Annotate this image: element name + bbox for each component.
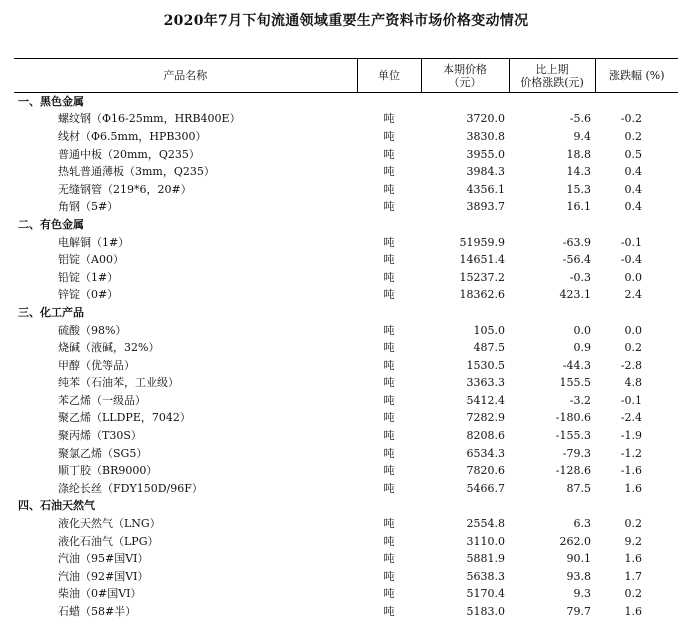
price-change-cell: -0.3 [569,270,591,284]
product-name-cell: 烧碱（液碱，32%） [58,341,160,355]
product-name-cell: 角钢（5#） [58,200,119,214]
price-change-cell: -128.6 [555,464,591,478]
unit-cell: 吨 [383,429,395,443]
table-row [14,603,678,621]
unit-cell: 吨 [383,569,395,583]
section-title: 二、有色金属 [18,217,84,231]
price-change-cell: 9.4 [573,129,591,143]
unit-cell: 吨 [383,587,395,601]
table-row [14,128,678,146]
change-percent-cell: -2.8 [620,358,642,372]
header-unit: 单位 [357,59,421,93]
change-percent-cell: 0.2 [624,517,642,531]
change-percent-cell: 4.8 [624,376,642,390]
product-name-cell: 电解铜（1#） [58,235,130,249]
unit-cell: 吨 [383,147,395,161]
price-change-cell: 155.5 [559,376,591,390]
unit-cell: 吨 [383,182,395,196]
change-percent-cell: 0.0 [624,323,642,337]
price-cell: 2554.8 [466,517,505,531]
table-row [14,268,678,286]
unit-cell: 吨 [383,393,395,407]
price-change-cell: -155.3 [555,429,591,443]
price-change-cell: 90.1 [566,552,591,566]
product-name-cell: 聚乙烯（LLDPE，7042） [58,411,191,425]
unit-cell: 吨 [383,341,395,355]
product-name-cell: 铝锭（A00） [58,253,124,267]
table-row [14,550,678,568]
product-name-cell: 纯苯（石油苯，工业级） [58,376,179,390]
product-name-cell: 液化天然气（LNG） [58,517,161,531]
price-change-cell: 0.9 [573,341,591,355]
product-name-cell: 汽油（95#国VI） [58,552,149,566]
table-row [14,480,678,498]
table-row [14,339,678,357]
table-row [14,374,678,392]
price-change-cell: -3.2 [569,393,591,407]
price-cell: 3830.8 [466,129,505,143]
table-body [14,93,678,621]
change-percent-cell: -1.6 [620,464,642,478]
section-row [14,304,678,322]
change-percent-cell: 0.2 [624,341,642,355]
price-cell: 7820.6 [466,464,505,478]
price-cell: 14651.4 [459,253,505,267]
change-percent-cell: 0.0 [624,270,642,284]
table-row [14,321,678,339]
product-name-cell: 硫酸（98%） [58,323,127,337]
change-percent-cell: 1.6 [624,605,642,619]
product-name-cell: 线材（Φ6.5mm，HPB300） [58,129,207,143]
header-current-price: 本期价格 （元） [421,59,509,93]
table-row [14,145,678,163]
table-row [14,198,678,216]
unit-cell: 吨 [383,165,395,179]
unit-cell: 吨 [383,235,395,249]
product-name-cell: 液化石油气（LPG） [58,534,159,548]
header-product-name: 产品名称 [14,59,357,93]
table-row [14,286,678,304]
change-percent-cell: 0.4 [624,165,642,179]
change-percent-cell: -0.1 [620,393,642,407]
price-cell: 4356.1 [466,182,505,196]
unit-cell: 吨 [383,112,395,126]
table-row [14,233,678,251]
table-row [14,356,678,374]
price-cell: 487.5 [473,341,505,355]
price-cell: 8208.6 [466,429,505,443]
table-row [14,180,678,198]
table-row [14,568,678,586]
unit-cell: 吨 [383,323,395,337]
price-cell: 3110.0 [466,534,505,548]
table-row [14,392,678,410]
page-title: 2020年7月下旬流通领域重要生产资料市场价格变动情况 [163,13,529,29]
product-name-cell: 汽油（92#国VI） [58,569,149,583]
price-change-cell: 14.3 [566,165,591,179]
unit-cell: 吨 [383,376,395,390]
product-name-cell: 热轧普通薄板（3mm，Q235） [58,165,215,179]
unit-cell: 吨 [383,605,395,619]
price-change-cell: 79.7 [566,605,591,619]
table-row [14,163,678,181]
price-cell: 1530.5 [466,358,505,372]
section-row [14,497,678,515]
price-cell: 3893.7 [466,200,505,214]
price-cell: 18362.6 [459,288,505,302]
product-name-cell: 普通中板（20mm，Q235） [58,147,200,161]
change-percent-cell: 1.6 [624,481,642,495]
change-percent-cell: 1.7 [624,569,642,583]
change-percent-cell: -0.4 [620,253,642,267]
price-cell: 5881.9 [466,552,505,566]
price-cell: 15237.2 [459,270,505,284]
table-row [14,532,678,550]
unit-cell: 吨 [383,200,395,214]
product-name-cell: 锌锭（0#） [58,288,119,302]
change-percent-cell: 0.4 [624,200,642,214]
table-row [14,409,678,427]
unit-cell: 吨 [383,517,395,531]
unit-cell: 吨 [383,358,395,372]
unit-cell: 吨 [383,481,395,495]
price-change-cell: 423.1 [559,288,591,302]
price-cell: 5412.4 [466,393,505,407]
product-name-cell: 石蜡（58#半） [58,605,137,619]
unit-cell: 吨 [383,288,395,302]
price-change-cell: -180.6 [555,411,591,425]
price-cell: 6534.3 [466,446,505,460]
price-cell: 5638.3 [466,569,505,583]
price-change-cell: 6.3 [573,517,591,531]
price-cell: 5170.4 [466,587,505,601]
change-percent-cell: -1.2 [620,446,642,460]
price-change-cell: 16.1 [566,200,591,214]
price-cell: 3363.3 [466,376,505,390]
change-percent-cell: 0.4 [624,182,642,196]
header-price-change: 比上期 价格涨跌(元) [509,59,595,93]
section-row [14,216,678,234]
product-name-cell: 聚丙烯（T30S） [58,429,142,443]
price-change-cell: 9.3 [573,587,591,601]
unit-cell: 吨 [383,446,395,460]
product-name-cell: 顺丁胶（BR9000） [58,464,158,478]
price-cell: 7282.9 [466,411,505,425]
section-title: 三、化工产品 [18,305,84,319]
unit-cell: 吨 [383,534,395,548]
price-change-cell: 15.3 [566,182,591,196]
table-header-row [14,59,678,93]
product-name-cell: 螺纹钢（Φ16-25mm，HRB400E） [58,112,241,126]
price-change-cell: -63.9 [562,235,591,249]
price-cell: 5183.0 [466,605,505,619]
price-table [14,58,678,620]
change-percent-cell: 0.2 [624,587,642,601]
price-change-cell: 262.0 [559,534,591,548]
table-row [14,427,678,445]
change-percent-cell: -0.1 [620,235,642,249]
change-percent-cell: -2.4 [620,411,642,425]
unit-cell: 吨 [383,464,395,478]
product-name-cell: 无缝钢管（219*6，20#） [58,182,192,196]
price-change-cell: -5.6 [569,112,591,126]
unit-cell: 吨 [383,270,395,284]
product-name-cell: 苯乙烯（一级品） [58,393,146,407]
section-row [14,93,678,111]
unit-cell: 吨 [383,552,395,566]
price-change-cell: 93.8 [566,569,591,583]
product-name-cell: 柴油（0#国VI） [58,587,142,601]
table-row [14,110,678,128]
table-row [14,462,678,480]
price-change-cell: -79.3 [562,446,591,460]
change-percent-cell: 1.6 [624,552,642,566]
table-row [14,585,678,603]
price-cell: 3984.3 [466,165,505,179]
unit-cell: 吨 [383,129,395,143]
price-cell: 51959.9 [459,235,505,249]
unit-cell: 吨 [383,411,395,425]
header-change-percent: 涨跌幅 (%) [595,59,678,93]
price-cell: 5466.7 [466,481,505,495]
change-percent-cell: -0.2 [620,112,642,126]
change-percent-cell: 0.5 [624,147,642,161]
table-row [14,251,678,269]
table-row [14,515,678,533]
change-percent-cell: -1.9 [620,429,642,443]
section-title: 一、黑色金属 [18,95,84,109]
product-name-cell: 聚氯乙烯（SG5） [58,446,148,460]
change-percent-cell: 9.2 [624,534,642,548]
price-change-cell: 87.5 [566,481,591,495]
price-cell: 3955.0 [466,147,505,161]
product-name-cell: 铅锭（1#） [58,270,119,284]
change-percent-cell: 2.4 [624,288,642,302]
product-name-cell: 甲醇（优等品） [58,358,135,372]
price-change-cell: -44.3 [562,358,591,372]
price-cell: 3720.0 [466,112,505,126]
unit-cell: 吨 [383,253,395,267]
price-change-cell: 0.0 [573,323,591,337]
section-title: 四、石油天然气 [18,499,95,513]
price-change-cell: -56.4 [562,253,591,267]
product-name-cell: 涤纶长丝（FDY150D/96F） [58,481,203,495]
price-change-cell: 18.8 [566,147,591,161]
change-percent-cell: 0.2 [624,129,642,143]
table-row [14,444,678,462]
price-cell: 105.0 [473,323,505,337]
